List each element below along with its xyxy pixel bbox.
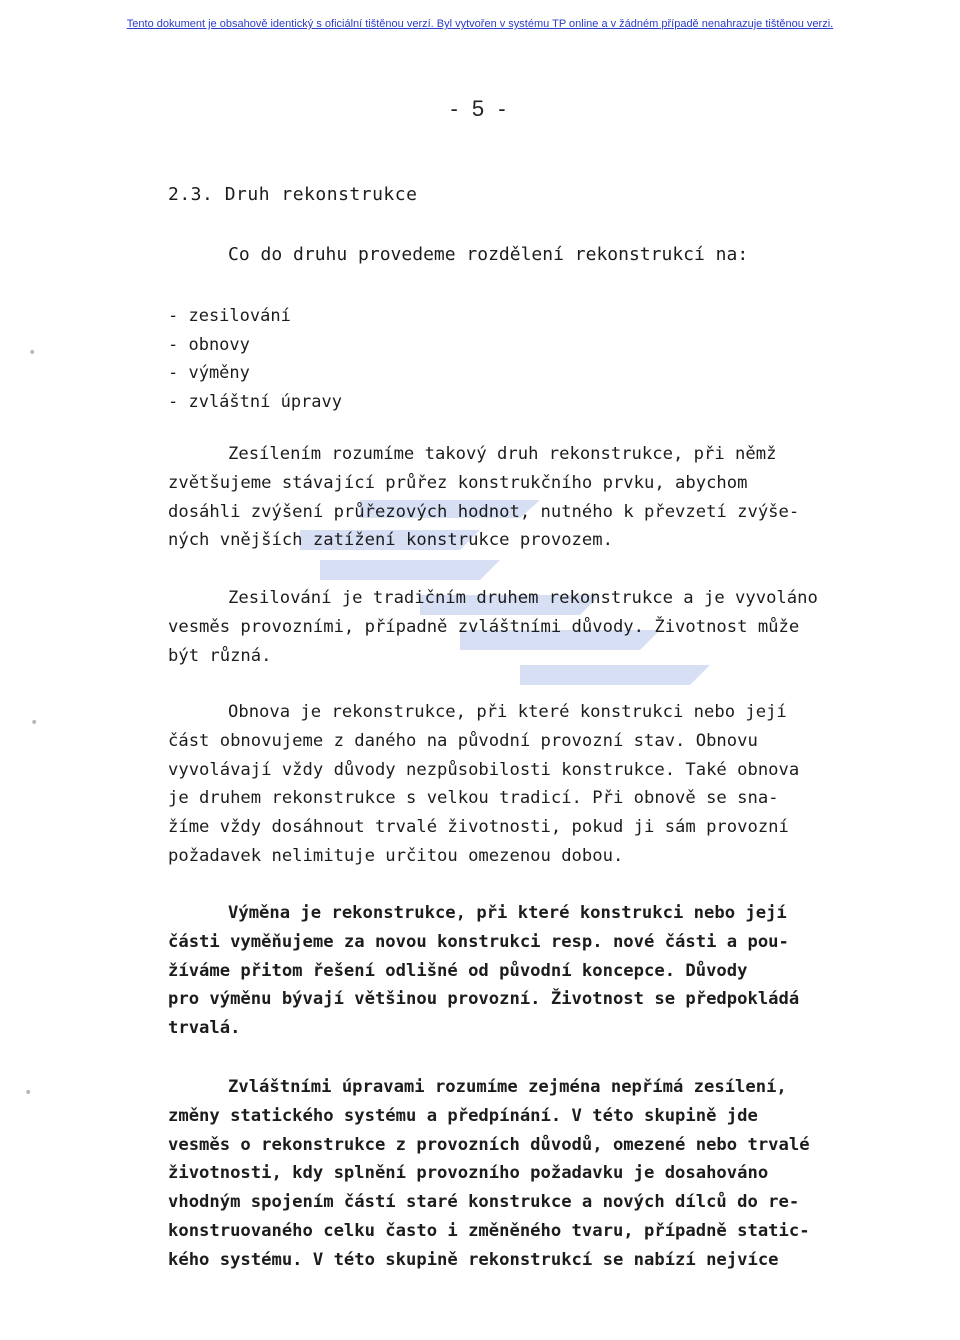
text-line: je druhem rekonstrukce s velkou tradicí. Při obnově se sna- — [168, 788, 779, 809]
list-item: - zvláštní úpravy — [168, 391, 342, 412]
disclaimer-link[interactable]: Tento dokument je obsahově identický s oficiální tištěnou verzí. Byl vytvořen v systému TP online a v žádném případě nenahrazuje tištěnou verzi. — [126, 18, 834, 30]
page-number: - 5 - — [450, 96, 510, 121]
text-line: Zesilování je tradičním druhem rekonstrukce a je vyvoláno — [228, 588, 818, 608]
text-line: kého systému. V této skupině rekonstrukcí se nabízí nejvíce — [168, 1249, 779, 1270]
text-line: vesměs o rekonstrukce z provozních důvodů, omezené nebo trvalé — [168, 1134, 810, 1155]
intro-text: Co do druhu provedeme rozdělení rekonstrukcí na: — [228, 244, 749, 265]
text-line: Obnova je rekonstrukce, při které konstrukci nebo její — [228, 702, 787, 722]
paragraph-obnova — [168, 698, 898, 871]
rekonstrukce-types-list — [168, 302, 342, 416]
scan-speck: • — [30, 715, 39, 731]
text-line: konstruovaného celku často i změněného tvaru, případně static- — [168, 1220, 810, 1241]
text-line: vyvolávají vždy důvody nezpůsobilosti konstrukce. Také obnova — [168, 759, 800, 780]
text-line: být různá. — [168, 645, 272, 666]
list-item: - výměny — [168, 363, 250, 383]
text-line: změny statického systému a předpínání. V této skupině jde — [168, 1105, 758, 1126]
text-line: požadavek nelimituje určitou omezenou dobou. — [168, 845, 624, 866]
text-line: žíváme přitom řešení odlišné od původní koncepce. Důvody — [168, 960, 748, 981]
scan-speck: • — [24, 1085, 33, 1101]
text-line: vesměs provozními, případně zvláštními důvody. Životnost může — [168, 616, 800, 637]
section-number: 2.3. — [168, 184, 214, 205]
section-title: Druh rekonstrukce — [224, 184, 418, 205]
text-line: Zesílením rozumíme takový druh rekonstrukce, při němž — [228, 444, 777, 464]
list-item: - zesilování — [168, 306, 291, 326]
paragraph-vymena — [168, 899, 898, 1043]
text-line: část obnovujeme z daného na původní provozní stav. Obnovu — [168, 730, 758, 751]
text-line: části vyměňujeme za novou konstrukci resp. nové části a pou- — [168, 931, 789, 952]
section-heading — [168, 184, 417, 205]
paragraph-zesileni — [168, 440, 898, 555]
text-line: trvalá. — [168, 1018, 241, 1039]
text-line: Výměna je rekonstrukce, při které konstrukci nebo její — [228, 903, 787, 923]
scan-speck: • — [28, 345, 37, 361]
text-line: dosáhli zvýšení průřezových hodnot, nutného k převzetí zvýše- — [168, 501, 800, 522]
text-line: ných vnějších zatížení konstrukce provozem. — [168, 530, 613, 551]
paragraph-zesilovani — [168, 584, 898, 670]
text-line: zvětšujeme stávající průřez konstrukčního prvku, abychom — [168, 472, 748, 493]
list-item: - obnovy — [168, 334, 250, 355]
text-line: Zvláštními úpravami rozumíme zejména nepřímá zesílení, — [228, 1077, 787, 1097]
text-line: životnosti, kdy splnění provozního požadavku je dosahováno — [168, 1163, 769, 1184]
text-line: pro výměnu bývají většinou provozní. Životnost se předpokládá — [168, 989, 800, 1010]
text-line: žíme vždy dosáhnout trvalé životnosti, pokud ji sám provozní — [168, 817, 789, 838]
paragraph-zvlastni-upravy — [168, 1073, 898, 1275]
text-line: vhodným spojením částí staré konstrukce a nových dílců do re- — [168, 1192, 800, 1213]
